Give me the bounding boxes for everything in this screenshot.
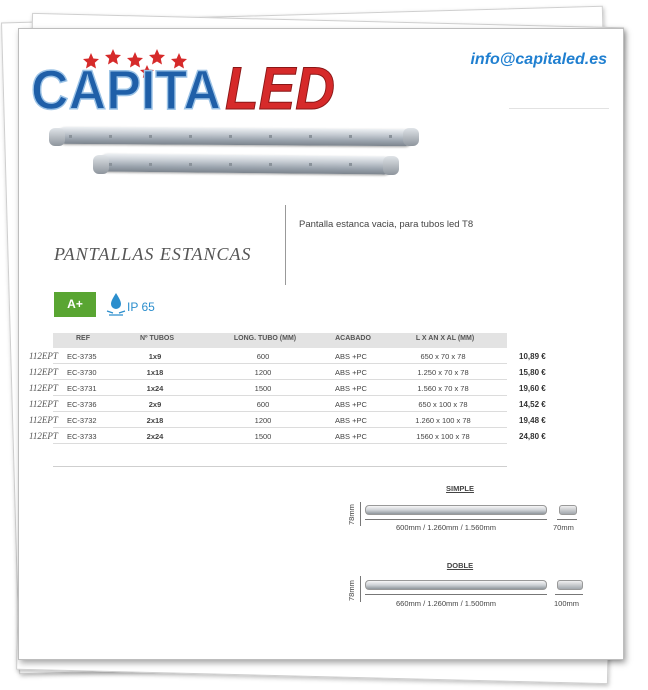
cell-prefix: 112EPT: [29, 351, 58, 361]
diagram-doble-endcap: [557, 580, 583, 590]
ip-65-label: IP 65: [127, 300, 155, 314]
cell-tubes: 2x24: [146, 432, 164, 441]
table-header: [53, 333, 507, 348]
cell-price: 15,80 €: [519, 368, 546, 377]
cell-length: 600: [256, 352, 270, 361]
water-drop-icon: [105, 291, 127, 319]
cell-length: 1200: [254, 368, 272, 377]
diagram-simple-length-line: [365, 519, 547, 520]
cell-price: 10,89 €: [519, 352, 546, 361]
cell-ref: EC-3733: [67, 432, 97, 441]
cell-length: 1500: [254, 432, 272, 441]
cell-length: 1200: [254, 416, 272, 425]
diagram-doble-tube: [365, 580, 547, 590]
cell-price: 24,80 €: [519, 432, 546, 441]
column-header-length: LONG. TUBO (MM): [233, 335, 297, 342]
diagram-title-doble: DOBLE: [446, 561, 474, 570]
diagram-doble-width-line: [555, 594, 583, 595]
cell-tubes: 2x9: [148, 400, 162, 409]
cell-dims: 1.560 x 70 x 78: [417, 384, 469, 393]
product-image-lamps: [49, 125, 429, 185]
product-description: Pantalla estanca vacia, para tubos led T8: [299, 219, 474, 230]
ip-rating: [105, 291, 175, 319]
cell-ref: EC-3736: [67, 400, 97, 409]
diagram-simple-width-line: [557, 519, 577, 520]
column-header-finish: ACABADO: [335, 335, 371, 342]
cell-tubes: 1x24: [146, 384, 164, 393]
cell-price: 14,52 €: [519, 400, 546, 409]
row-divider: [53, 443, 507, 444]
cell-finish: ABS +PC: [335, 384, 367, 393]
diagram-simple-length: 600mm / 1.260mm / 1.560mm: [396, 523, 497, 532]
table-bottom-divider: [53, 466, 507, 467]
diagram-simple-height: 78mm: [347, 504, 356, 525]
cell-ref: EC-3731: [67, 384, 97, 393]
cell-prefix: 112EPT: [29, 367, 58, 377]
diagram-doble-length-line: [365, 594, 547, 595]
diagram-simple-endcap: [559, 505, 577, 515]
diagram-simple-width: 70mm: [553, 523, 574, 532]
diagram-doble-length: 660mm / 1.260mm / 1.500mm: [396, 599, 497, 608]
diagram-doble-height-line: [360, 576, 361, 602]
diagram-simple-height-line: [360, 502, 361, 526]
cell-finish: ABS +PC: [335, 352, 367, 361]
cell-finish: ABS +PC: [335, 368, 367, 377]
title-separator: [285, 205, 286, 285]
table-row: [19, 428, 623, 444]
capitaled-logo: [29, 43, 339, 123]
table-row: [19, 348, 623, 364]
cell-length: 1500: [254, 384, 272, 393]
column-header-tubes: Nº TUBOS: [139, 335, 175, 342]
cell-ref: EC-3735: [67, 352, 97, 361]
cell-prefix: 112EPT: [29, 431, 58, 441]
cell-tubes: 1x18: [146, 368, 164, 377]
diagram-doble-height: 78mm: [347, 580, 356, 601]
cell-dims: 1560 x 100 x 78: [416, 432, 470, 441]
table-row: [19, 364, 623, 380]
diagram-simple-tube: [365, 505, 547, 515]
cell-prefix: 112EPT: [29, 415, 58, 425]
column-header-ref: REF: [76, 335, 90, 342]
table-row: [19, 396, 623, 412]
diagram-title-simple: SIMPLE: [446, 484, 474, 493]
cell-dims: 650 x 100 x 78: [418, 400, 468, 409]
cell-dims: 1.250 x 70 x 78: [417, 368, 469, 377]
cell-tubes: 1x9: [148, 352, 162, 361]
table-row: [19, 380, 623, 396]
cell-prefix: 112EPT: [29, 383, 58, 393]
column-header-dims: L X AN X AL (MM): [415, 335, 475, 342]
cell-dims: 1.260 x 100 x 78: [415, 416, 471, 425]
table-row: [19, 412, 623, 428]
cell-finish: ABS +PC: [335, 400, 367, 409]
cell-price: 19,60 €: [519, 384, 546, 393]
catalog-page: [18, 28, 624, 660]
cell-length: 600: [256, 400, 270, 409]
email-link[interactable]: info@capitaled.es: [470, 51, 607, 68]
cell-finish: ABS +PC: [335, 416, 367, 425]
cell-ref: EC-3732: [67, 416, 97, 425]
logo-text-capita: CAPITA: [31, 58, 221, 121]
diagram-doble-width: 100mm: [554, 599, 580, 608]
cell-tubes: 2x18: [146, 416, 164, 425]
header-divider: [509, 108, 609, 109]
cell-ref: EC-3730: [67, 368, 97, 377]
logo-led-group: [225, 55, 335, 122]
product-title: PANTALLAS ESTANCAS: [54, 244, 252, 264]
cell-dims: 650 x 70 x 78: [420, 352, 466, 361]
cell-prefix: 112EPT: [29, 399, 58, 409]
cell-finish: ABS +PC: [335, 432, 367, 441]
logo-text-led: LED: [225, 55, 335, 122]
cell-price: 19,48 €: [519, 416, 546, 425]
energy-class-badge: A+: [54, 292, 96, 317]
